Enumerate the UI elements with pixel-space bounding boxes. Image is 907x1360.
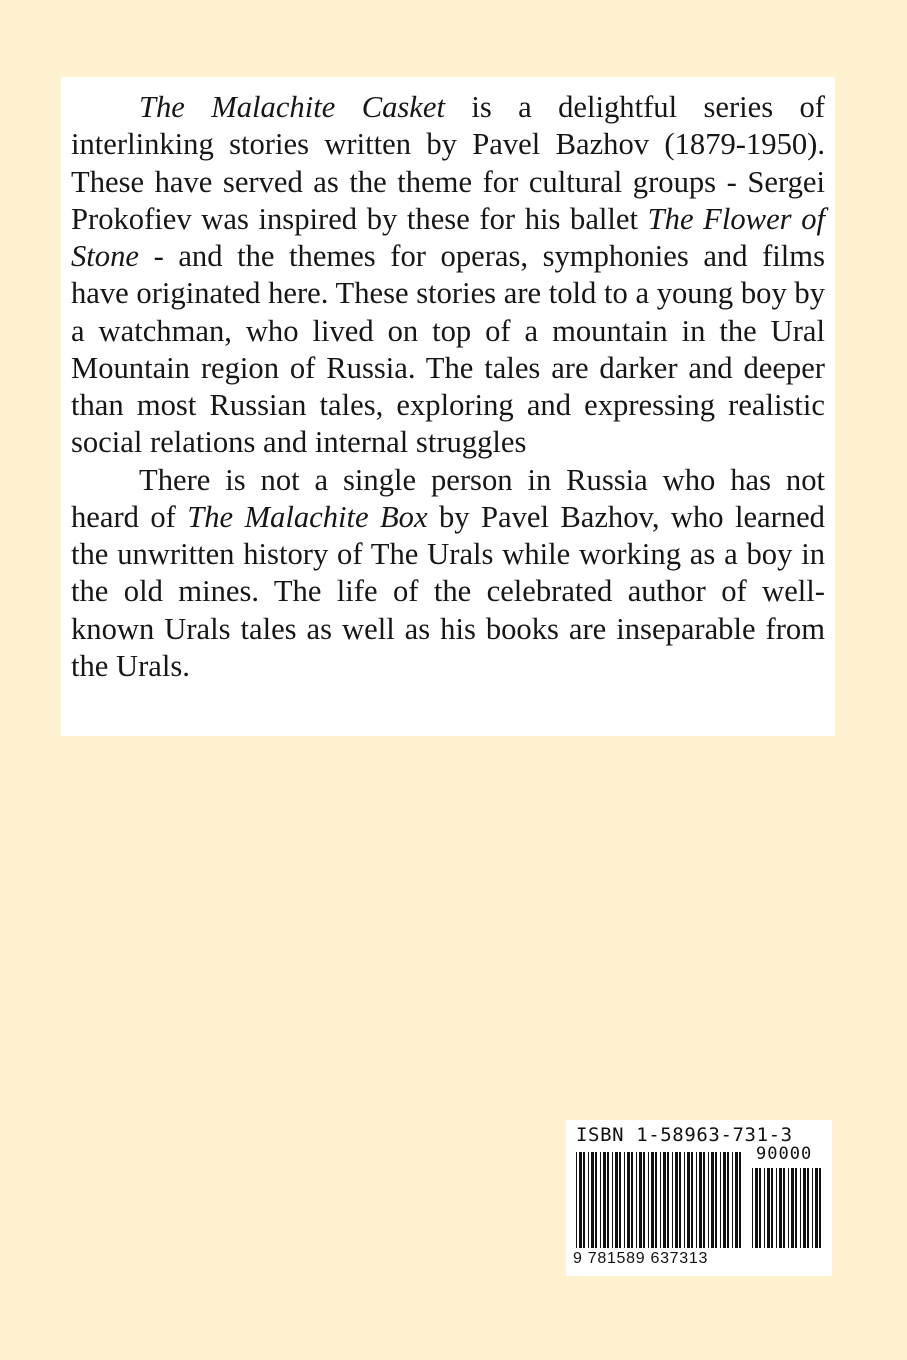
isbn-barcode bbox=[566, 1120, 832, 1276]
description-paragraph-1 bbox=[71, 89, 825, 462]
book-title-malachite-box: The Malachite Box bbox=[187, 499, 428, 534]
description-panel bbox=[61, 77, 835, 736]
paragraph-2-text-a: There is not a single person in Russia who has not heard of bbox=[71, 462, 825, 534]
isbn-label: ISBN 1-58963-731-3 bbox=[576, 1124, 793, 1146]
ean-digits: 9 781589 637313 bbox=[573, 1250, 709, 1267]
paragraph-1-text-b: - and the themes for operas, symphonies and films have originated here. These stories are told to a young boy by a watchman, who lived on top of a mountain in the Ural Mountain region of Russia. The tales are darker and deeper than most Russian tales, exploring and expressing realistic social relations and internal struggles bbox=[71, 239, 825, 460]
paragraph-1-text-a: is a delightful series of interlinking stories written by Pavel Bazhov (1879-1950). These have served as the theme for cultural groups - Sergei Prokofiev was inspired by these for his ballet bbox=[71, 90, 825, 236]
description-paragraph-2 bbox=[71, 462, 825, 686]
book-title-malachite-casket: The Malachite Casket bbox=[139, 90, 445, 124]
price-code: 90000 bbox=[756, 1144, 813, 1164]
paragraph-2-text-b: by Pavel Bazhov, who learned the unwritten history of The Urals while working as a boy in the old mines. The life of the celebrated author of well-known Urals tales as well as his books are inseparable from the Urals. bbox=[71, 499, 825, 683]
ballet-title-flower-of-stone: The Flower of Stone bbox=[71, 201, 825, 273]
